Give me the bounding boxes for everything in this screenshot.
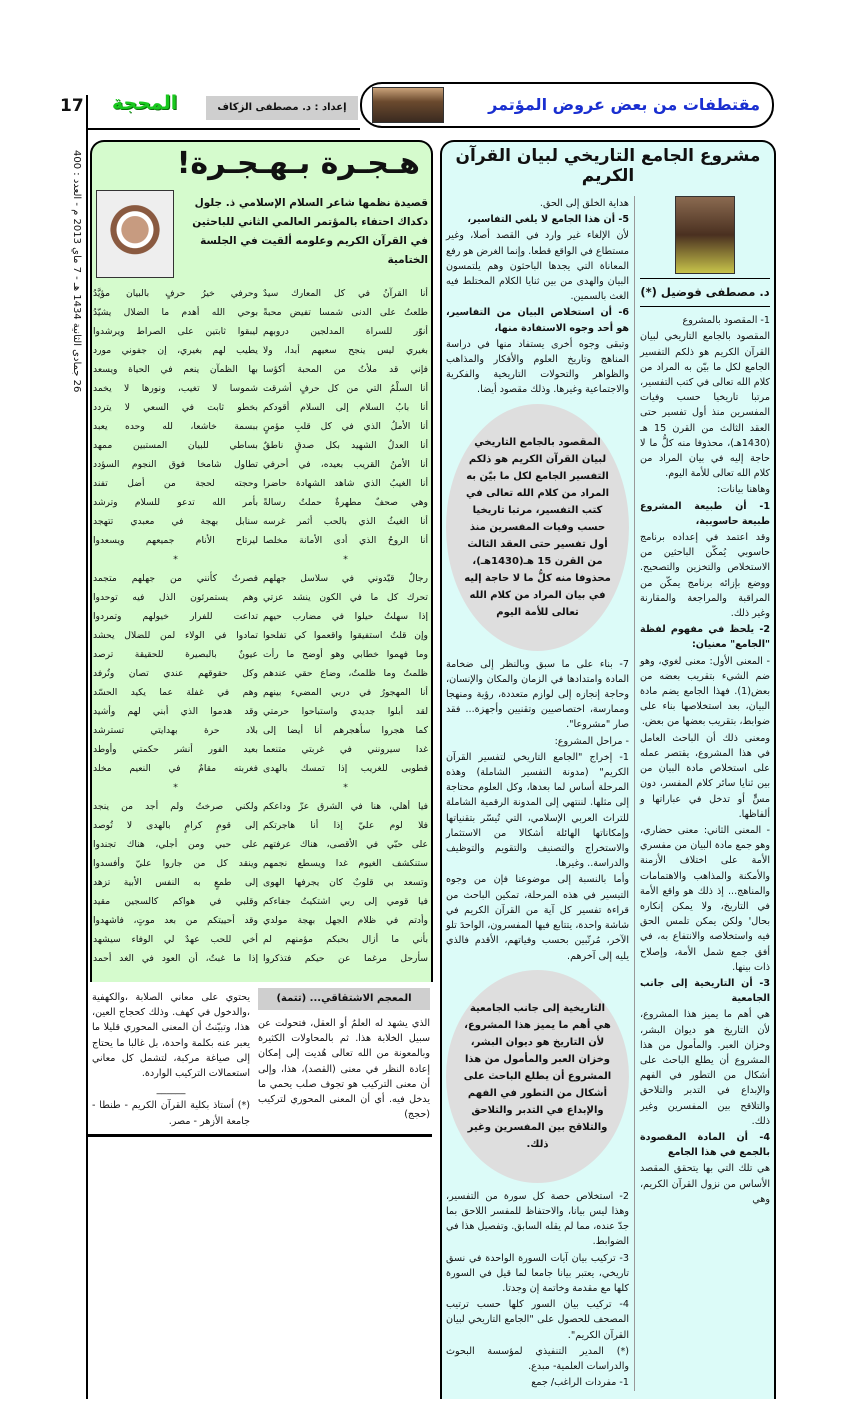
verse-line: أنا الأملُ الذي في كل قلبِ مؤمنٍ — [263, 421, 428, 432]
paragraph: هي أهم ما يميز هذا المشروع، لأن التاريخ هو ديوان البشر، وخزان العبر. والمأمول من هذا المشروع أن يطلع الباحث على أشكال من التطور في الفهم والإبداع في التدبر والتلاحق والتلاقح بين المفسرين وغير ذلك. — [640, 1009, 770, 1127]
article-columns — [446, 196, 770, 1391]
verse-line: لقد أبلوا جديدي واستباحوا حرمتي — [263, 706, 428, 717]
verse-line: ولكني صرختُ ولم أجد من ينجد — [93, 801, 258, 812]
verse-line: إذا سهلتُ حيلوا في مضارب حيهم — [263, 611, 428, 622]
paragraph: وهاهنا بيانات: — [717, 484, 770, 496]
pull-quote-1: المقصود بالجامع التاريخي لبيان القرآن الكريم هو ذلكم التفسير الجامع لكل ما بيّن به المراد من كلام الله تعالى في كتب التفسير، مرتبا تاريخيا حسب وفيات المفسرين منذ أول تفسير حتى العقد الثالث من القرن 15 هـ(1430هـ)، محذوفا منه كلُّ ما لا حاجة إليه في بيان المراد من كلام الله تعالى للأمة اليوم — [446, 404, 629, 651]
poem-column-left — [93, 284, 258, 968]
article-title: مشروع الجامع التاريخي لبيان القرآن الكريم — [455, 146, 761, 186]
verse-line: بخطو ثابت في السعي لا يتردد — [93, 402, 258, 413]
verse-line: شموسا لا تغيب، ونورها لا يخمد — [93, 383, 258, 394]
verse-line: بعيد الفور أنشر حكمتي وأوطد — [93, 744, 258, 755]
poet-photo — [96, 190, 174, 278]
verse-line: وكل حقوقهم عندي تصان وتُرفد — [93, 668, 258, 679]
verse-line: أنا الأمنُ القريب بعيده، في أحرفي — [263, 459, 428, 470]
section-banner — [360, 82, 774, 128]
verse-line: على حبي ومن أجلي، هناك تجندوا — [93, 839, 258, 850]
verse-line: وقلبي في هواكم كالسجين مقيد — [93, 896, 258, 907]
verse-line: وهم في غفلة عما يكيد الحسّد — [93, 687, 258, 698]
paragraph: 2- يلحظ في مفهوم لفظة "الجامع" معنيان: — [640, 624, 770, 651]
verse-line: وينقد كل من جاروا عليّ وأفسدوا — [93, 858, 258, 869]
paragraph: 1- المقصود بالمشروع — [682, 315, 770, 327]
prepared-by: إعداد : د. مصطفى الزكاف — [206, 96, 358, 120]
verse-line: أنا العدلُ الشهيد بكل صدقٍ ناطقٌ — [263, 440, 428, 451]
verse-line: تداعت للفرار خيولهم وتمردوا — [93, 611, 258, 622]
stanza-separator: * — [173, 782, 178, 793]
poem-intro: قصيدة نظمها شاعر السلام الإسلامي ذ. جلول دكداك احتفاء بالمؤتمر العالمي الثاني للباحثين في القرآن الكريم وعلومه ألقيت في الجلسة الختامية — [192, 197, 428, 266]
verse-line: ستنكشف الغيوم غدا ويسطع نجمهم — [263, 858, 428, 869]
verse-line: أنوّر للسراة المدلجين دروبهم — [263, 326, 428, 337]
verse-line: طلعتُ على الدنى شمسا تفيض محبةً — [263, 307, 428, 318]
footnote: (*) أستاذ بكلية القرآن الكريم - طنطا - جامعة الأزهر - مصر. — [92, 1100, 250, 1127]
verse-line: بساطي للبيان المستبين ممهد — [93, 440, 258, 451]
article-column-right — [640, 196, 770, 1391]
verse-line: أنا الغيثُ الذي بالحب أثمر غرسه — [263, 516, 428, 527]
verse-line: ليبقوا ثابتين على الصراط ويرشدوا — [93, 326, 258, 337]
conference-photo — [372, 87, 444, 123]
verse-line: سنابل بهجة في معبدي تتهجد — [93, 516, 258, 527]
article-panel — [440, 140, 776, 1399]
verse-line: بأني ما أزال بحبكم مؤمنهم لم — [263, 934, 428, 945]
footnote-separator: ______ — [156, 1084, 186, 1096]
verse-line: بها الظمآن ينعم في الحياة ويسعد — [93, 364, 258, 375]
verse-line: فغربته مقامٌ في النعيم مخلد — [93, 763, 258, 774]
verse-line: فصرتُ كأنني من جهلهم متجمد — [93, 573, 258, 584]
page-number: 17 — [60, 96, 84, 116]
verse-line: فيا قومي إلى ربي اشتكيتُ جفاءكم — [263, 896, 428, 907]
verse-line: ليرتاح الأنام جميعهم ويسعدوا — [93, 535, 258, 546]
verse-line: إذا ما غبتُ، أن العود في الغد أحمد — [93, 953, 258, 964]
verse-line: فلا لوم عليّ إذا أنا هاجرتكم — [263, 820, 428, 831]
article-author: د. مصطفى فوضيل (*) — [640, 278, 770, 307]
paragraph: وأما بالنسبة إلى موضوعنا فإن من وجوه التيسير في هذه المرحلة، تمكين الباحث من قراءة تفسير كل آية من القرآن الكريم في شاشة واحدة، يتتابع فيها المفسرون، الواحدَ تلو الآخر، مُرتّبين بحسب وفياتهم، الأقدم فالذي يليه إلى آخرهم. — [446, 874, 629, 962]
verse-line: أنا المهجورُ في دربي المضيء بينهم — [263, 687, 428, 698]
verse-line: بغيري ليس ينجح سعيهم أبدا، ولا — [263, 345, 428, 356]
brand-logo: المحجة — [112, 92, 178, 114]
verse-line: إلى قومٍ كرامٍ بالهدى لا تُوصد — [93, 820, 258, 831]
verse-line: ظلمتُ وما ظلمتُ، وضاع حقي عندهم — [263, 668, 428, 679]
verse-line: وهم يستمرئون الذل فيه توحدوا — [93, 592, 258, 603]
paragraph: وتبقى وجوه أخرى يستفاد منها في دراسة المناهج وتاريخ العلوم والأفكار والمذاهب والظواهر والتحولات التاريخية والفكرية والاجتماعية وغيرها. وذلك مقصود أيضا. — [446, 338, 629, 396]
verse-line: أنا الروحُ الذي أدى الأمانة مخلصا — [263, 535, 428, 546]
verse-line: أخي للحب عهدٌ لي الوفاء سيشهد — [93, 934, 258, 945]
author-photo — [675, 196, 735, 274]
paragraph: هداية الخلق إلى الحق. — [539, 198, 629, 209]
verse-line: أنا بابُ السلام إلى السلام أقودكم — [263, 402, 428, 413]
continued-article-text — [92, 990, 250, 1130]
poem-title: هـجـرة بـهـجـرة! — [176, 146, 420, 181]
paragraph: 1- إخراج "الجامع التاريخي لتفسير القرآن الكريم" (مدونة التفسير الشاملة) وهذه المرحلة أساس لما بعدها، وكل العلوم محتاجة إلى مثلها. لننتهي إلى المدونة الرقمية الشاملة للتراث العربي الإسلامي، التي تُيسّر بتقنياتها وإمكاناتها الهائلة أشكالا من الاستثمار والاستخراج والتصنيف والتقويم والتوظيف والدراسة.. وغيرها. — [446, 751, 629, 870]
poem-column-right — [263, 284, 428, 968]
stanza-separator: * — [173, 554, 178, 565]
paragraph: 4- أن المادة المقصودة بالجمع في هذا الجامع — [640, 1131, 770, 1159]
paragraph: 7- بناء على ما سبق وبالنظر إلى ضخامة المادة وامتدادها في الزمان والمكان والإنسان، وحاجة إنجازه إلى لوازم متعددة، رؤية ومنهجا وممارسة، اختصاصيين وتقنيين وأجهزة... فقد صار "مشروعا". — [446, 658, 629, 731]
verse-line: وتسعد بي قلوبٌ كان يجرفها الهوى — [263, 877, 428, 888]
pull-quote-2: التاريخية إلى جانب الجامعية هي أهم ما يميز هذا المشروع، لأن التاريخ هو ديوان البشر، وخزان العبر والمأمول من هذا المشروع أن يطلع الباحث على أشكال من التطور في الفهم والإبداع في التدبر والتلاحق والتلاقح بين المفسرين وغير ذلك. — [446, 970, 629, 1183]
verse-line: سأرحل مرغما عن حيكم فتذكروا — [263, 953, 428, 964]
verse-line: تمادوا في الولاء لمن للضلال يحشد — [93, 630, 258, 641]
header-divider — [86, 128, 360, 130]
verse-line: وقد هدموا الذي أبني لهم وأشيد — [93, 706, 258, 717]
verse-line: وقد أحييتكم من بعد موتٍ، فاشهدوا — [93, 915, 258, 926]
paragraph: هي تلك التي بها يتحقق المقصد الأساس من نزول القرآن الكريم، وهي — [640, 1163, 770, 1205]
verse-line: فيا أهلي، هنا في الشرق عزّ وداعكم — [263, 801, 428, 812]
paragraph: - المعنى الثاني: معنى حضاري، وهو جمع مادة البيان من مفسري الأمة على اختلاف الأزمنة والأمكنة والمذاهب والاهتمامات والمناهج... إذ ذلك هو واقع الأمة في التاريخ، ولا يمكن إنكاره بحال' ولكن يمكن تلمس الحق فيه واستخلاصه والانتفاع به، في أفق جمع شمل الأمة، وإصلاح ذات بينها. — [640, 824, 770, 973]
paragraph: 1- أن طبيعة المشروع طبيعة حاسوبية، — [640, 500, 770, 527]
verse-line: على حبّي في الأقصى، هناك عرفتهم — [263, 839, 428, 850]
verse-line: وهي صحفٌ مطهرةٌ حملتُ رسالةً — [263, 497, 428, 508]
paragraph: - مراحل المشروع: — [554, 735, 629, 747]
stanza-separator: * — [343, 554, 348, 565]
continuation-header: المعجم الاشتقاقي... (تتمة) — [258, 988, 430, 1010]
margin-divider — [86, 95, 88, 1399]
page-bottom-rule — [86, 1134, 432, 1137]
verse-line: أنا السلْمُ التي من كل حرفٍ أشرقت — [263, 383, 428, 394]
paragraph: ومعنى ذلك أن الباحث العامل في هذا المشروع، يقتصر عمله على استخلاص مادة البيان من بين ثنايا سائر كلام المفسر، دون مسٍّ أو تدخل في عباراتها و ألفاظها. — [640, 732, 770, 820]
verse-line: فإني قد ملأتُ من المحبة أكؤسا — [263, 364, 428, 375]
paragraph: (*) المدير التنفيذي لمؤسسة البحوث والدراسات العلمية- مبدع. — [446, 1345, 629, 1372]
paragraph: لأن الإلغاء غير وارد في القصد أصلا، وغير مستطاع في الواقع قطعا. وإنما الغرض هو رفع المعاناة التي يجدها الباحثون وهم يلتمسون البيان والهدى من بين ثنايا الكلام المختلط فيه الغث بالسمين. — [446, 230, 629, 303]
verse-line: وأدتم في ظلام الجهل بهجة مولدي — [263, 915, 428, 926]
paragraph: 6- أن استخلاص البيان من التفاسير، هو أحد وجوه الاستفادة منها، — [446, 307, 629, 334]
paragraph: يحتوي على معاني الصلابة ،والكهفية ،والدخول في كهف. وذلك كحجاج العين، هذا، وتبيّنتُ أن المعنى المحوري قليلا ما يعبر عنه بكلمة واحدة، بل غالبا ما يحتاج إلى صياغة مركبة، لتشمل كل معاني استعمالات التركيب الواردة. — [92, 992, 250, 1080]
paragraph: 3- تركيب بيان آيات السورة الواحدة في نسق تاريخي، يعتبر بيانا جامعا لما قيل في السورة كلها مع مقدمة وخاتمة إن وجدتا. — [446, 1252, 629, 1294]
issue-date: 26 جمادى الثانية 1434 هـ - 7 ماي 2013 م - العدد : 400 — [71, 150, 82, 393]
verse-line: ببسمة خاشعا، لله وحده يعبد — [93, 421, 258, 432]
section-title: مقتطفات من بعض عروض المؤتمر — [488, 95, 760, 114]
paragraph: - المعنى الأول: معنى لغوي، وهو ضم الشيء بتقريب بعضه من بعض(1). فهذا الجامع يضم مادة البيان، بعد استخلاصها بناء على ضوابط، بتقريب بعضها من بعض. — [640, 655, 770, 728]
verse-line: أنا الغيبُ الذي شاهد الشهادة حاضرا — [263, 478, 428, 489]
verse-line: فطوبى للغريب إذا تمسك بالهدى — [263, 763, 428, 774]
verse-line: يطيب لهم بغيري، إن جفوني مورد — [93, 345, 258, 356]
verse-line: أنا القرآنُ في كل المعارك سيدٌ — [263, 288, 428, 299]
paragraph: 4- تركيب بيان السور كلها حسب ترتيب المصحف للحصول على "الجامع التاريخي لبيان القرآن الكريم". — [446, 1299, 629, 1341]
article-column-middle — [446, 196, 629, 1391]
continuation-text: الذي يشهد له العلمُ أو العقل، فتحولت عن سبيل الخلابة هذا. ثم بالمحاولات الكثيرة وبالمعونة من الله تعالى هُديت إلى إمكان إعادة النظر في معنى (القصد)، هذا، وإلى أن معنى التركيب هو تجوف صلب يحمي ما يدخل فيه. أي أن المعنى المحوري لتركيب (حجج) — [258, 1018, 430, 1121]
paragraph: 1- مفردات الراغب/ جمع — [531, 1377, 629, 1389]
paragraph: وقد اعتمد في إعداده برنامج حاسوبي يُمكّن الباحثين من الاستخلاص والتخزين والتصحيح. ووضع بإزائه برنامج يمكّن من المراقبة والمراجعة والمقارنة وغير ذلك. — [640, 532, 770, 620]
paragraph: 3- أن التاريخية إلى جانب الجامعية — [640, 977, 770, 1005]
verse-line: تحرك كل ما في الكون ينشد عزتي — [263, 592, 428, 603]
verse-line: وإن قلتُ استفيقوا واقعموا كي تفلحوا — [263, 630, 428, 641]
stanza-separator: * — [343, 782, 348, 793]
verse-line: رجالٌ قيّدوني في سلاسل جهلهم — [263, 573, 428, 584]
verse-line: غدا سيرونني في غربتي متنعما — [263, 744, 428, 755]
verse-line: عيونٌ بالبصيرة للحقيقة ترصد — [93, 649, 258, 660]
verse-line: بوحي الله أهدم ما الضلال يشيّدُ — [93, 307, 258, 318]
verse-line: وما فهموا خطابي وهو أوضح ما رأت — [263, 649, 428, 660]
verse-line: بأمر الله تدعو للسلام وترشد — [93, 497, 258, 508]
column-divider — [634, 196, 635, 1391]
paragraph: 2- استخلاص حصة كل سورة من التفسير، وهذا ليس بيانا، والاحتفاظ للمفسر اللاحق بما جدّ عنده، مما لم يقله السابق. وتفصيل هذا في الضوابط. — [446, 1190, 629, 1248]
verse-line: كما هجروا سأهجرهم أنا أيضا إلى — [263, 725, 428, 736]
verse-line: بلاد حرة بهدايتي تسترشد — [93, 725, 258, 736]
verse-line: تطاول شامخا فوق النجوم السؤدد — [93, 459, 258, 470]
paragraph: المقصود بالجامع التاريخي لبيان القرآن الكريم هو ذلكم التفسير الجامع لكل ما بيّن به المراد من كلام الله تعالى في كتب التفسير، مرتبا تاريخيا حسب وفيات المفسرين منذ أول تفسير حتى العقد الثالث من القرن 15 هـ (1430هـ)، محذوفا منه كلُّ ما لا حاجة إليه في بيان المراد من كلام الله تعالى للأمة اليوم. — [640, 331, 771, 480]
paragraph: 5- أن هذا الجامع لا يلغي التفاسير، — [467, 214, 629, 226]
verse-line: إلى طمعٍ به النفس الأبية تزهد — [93, 877, 258, 888]
verse-line: وحجته لحجة من أضل تفند — [93, 478, 258, 489]
verse-line: وحرفي خيرُ حرفٍ بالبيان مؤيَّدُ — [93, 288, 258, 299]
